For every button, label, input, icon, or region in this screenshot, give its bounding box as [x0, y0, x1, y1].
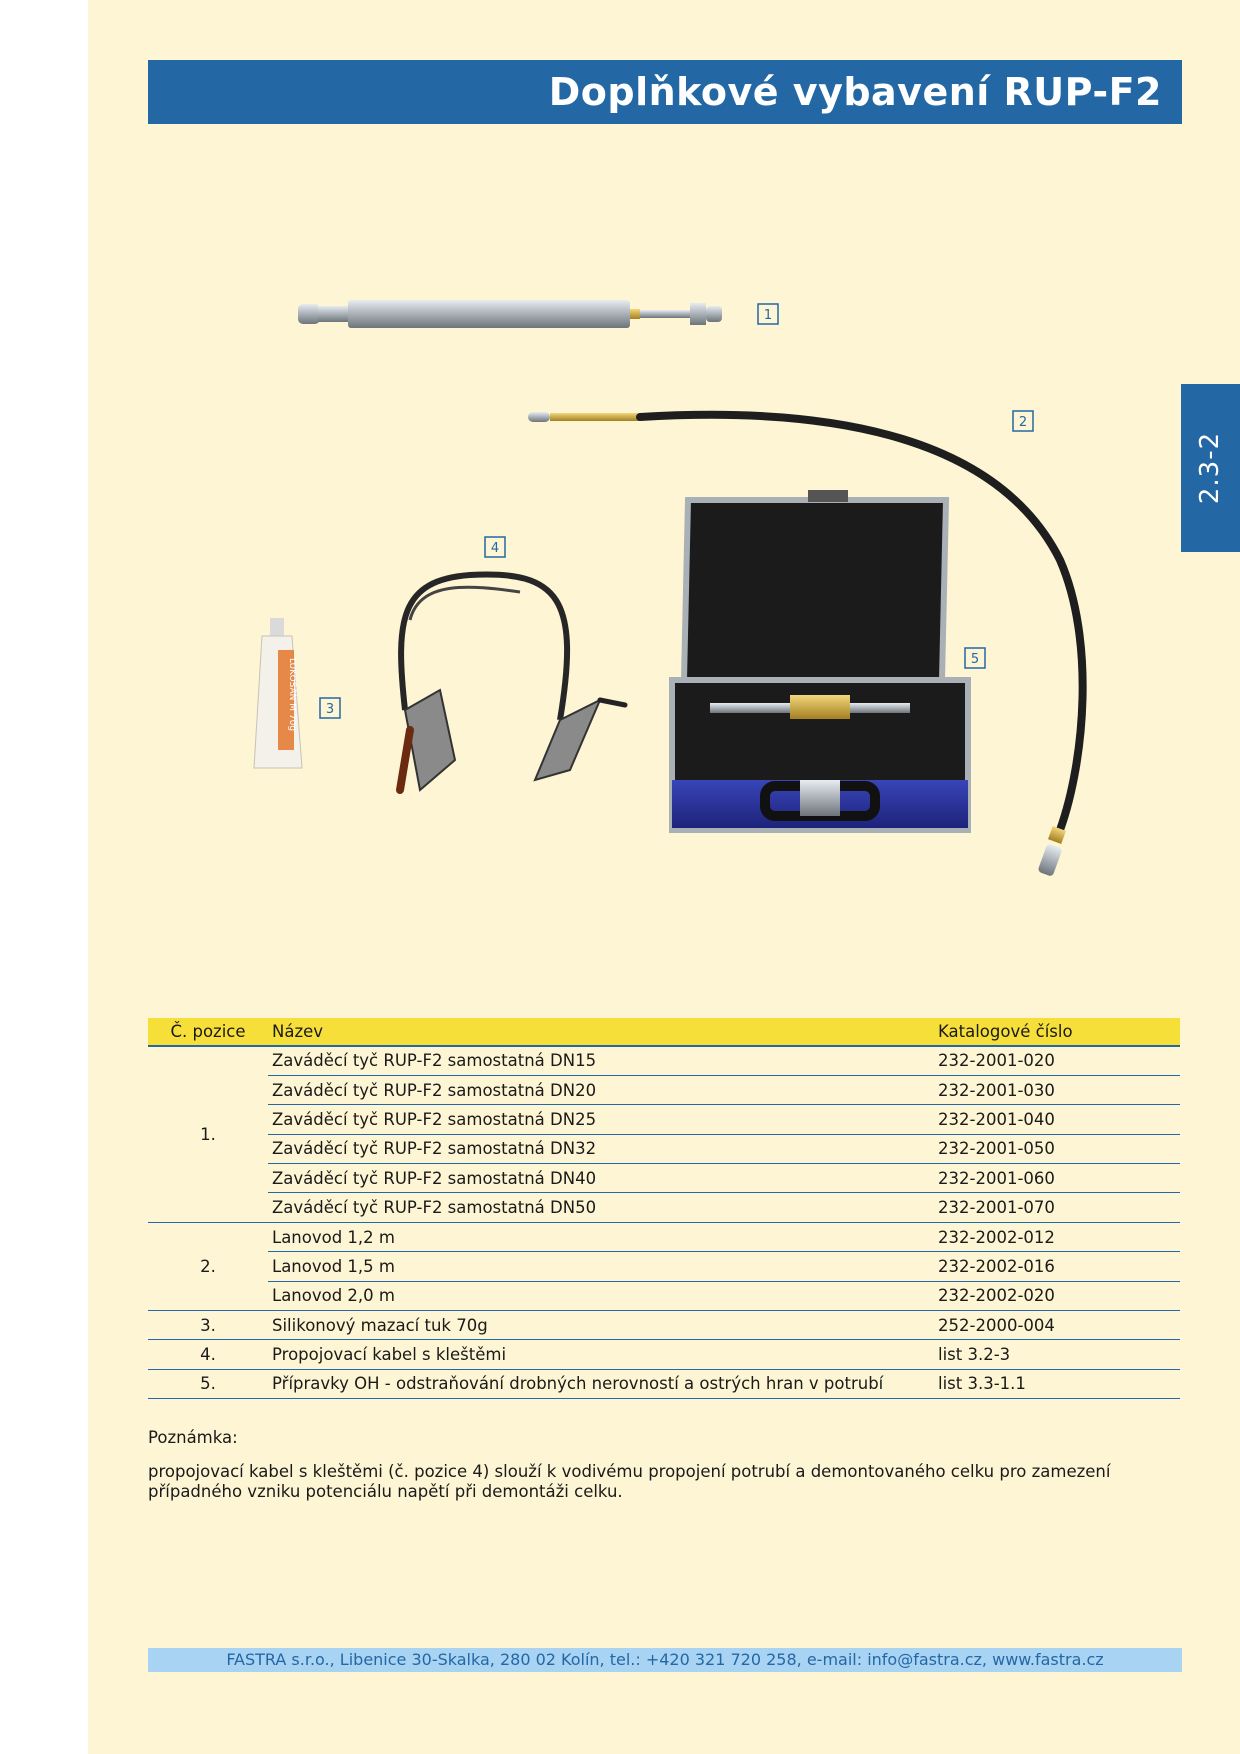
- table-row: [148, 1281, 1180, 1310]
- table-row: [148, 1340, 1180, 1369]
- table-row: [148, 1311, 1180, 1340]
- grease-tube-image: [254, 618, 302, 768]
- catalog-cell: 232-2001-040: [934, 1105, 1180, 1134]
- catalog-cell: 232-2002-016: [934, 1252, 1180, 1281]
- tool-case-image: [672, 490, 968, 830]
- position-cell: 2.: [148, 1222, 268, 1310]
- parts-table-wrapper: [148, 1018, 1180, 1399]
- name-cell: Zaváděcí tyč RUP-F2 samostatná DN32: [268, 1134, 934, 1163]
- name-cell: Lanovod 1,2 m: [268, 1222, 934, 1251]
- svg-text:4: 4: [490, 541, 500, 556]
- name-cell: Lanovod 2,0 m: [268, 1281, 934, 1310]
- grease-tube-label: LUKOSAN M 70g: [287, 658, 297, 732]
- catalog-cell: 232-2001-050: [934, 1134, 1180, 1163]
- clamp-cable-image: [400, 574, 625, 790]
- table-row: [148, 1369, 1180, 1398]
- table-row: [148, 1075, 1180, 1104]
- svg-text:1: 1: [763, 308, 773, 323]
- catalog-cell: 232-2001-060: [934, 1164, 1180, 1193]
- catalog-cell: list 3.3-1.1: [934, 1369, 1180, 1398]
- parts-table: [148, 1018, 1180, 1399]
- catalog-cell: 232-2001-020: [934, 1046, 1180, 1075]
- note-label: Poznámka:: [148, 1428, 238, 1447]
- name-cell: Propojovací kabel s kleštěmi: [268, 1340, 934, 1369]
- header-catalog: Katalogové číslo: [934, 1018, 1180, 1046]
- table-row: [148, 1193, 1180, 1222]
- name-cell: Zaváděcí tyč RUP-F2 samostatná DN50: [268, 1193, 934, 1222]
- svg-text:2: 2: [1018, 415, 1028, 430]
- header-name: Název: [268, 1018, 934, 1046]
- callout-5: [965, 648, 985, 668]
- position-cell: 3.: [148, 1311, 268, 1340]
- table-header-row: [148, 1018, 1180, 1046]
- callout-3: [320, 698, 340, 718]
- table-row: [148, 1046, 1180, 1075]
- catalog-cell: 232-2001-030: [934, 1075, 1180, 1104]
- footer-bar: [148, 1648, 1182, 1672]
- catalog-cell: list 3.2-3: [934, 1340, 1180, 1369]
- footer-text: FASTRA s.r.o., Libenice 30-Skalka, 280 02 Kolín, tel.: +420 321 720 258, e-mail: info@fastra.cz, www.fastra.cz: [226, 1650, 1104, 1669]
- table-row: [148, 1222, 1180, 1251]
- name-cell: Lanovod 1,5 m: [268, 1252, 934, 1281]
- name-cell: Silikonový mazací tuk 70g: [268, 1311, 934, 1340]
- table-row: [148, 1164, 1180, 1193]
- page-title: Doplňkové vybavení RUP-F2: [548, 70, 1162, 114]
- table-row: [148, 1105, 1180, 1134]
- name-cell: Zaváděcí tyč RUP-F2 samostatná DN40: [268, 1164, 934, 1193]
- callout-1: [758, 304, 778, 324]
- catalog-cell: 232-2002-020: [934, 1281, 1180, 1310]
- position-cell: 4.: [148, 1340, 268, 1369]
- callout-2: [1013, 411, 1033, 431]
- position-cell: 1.: [148, 1046, 268, 1222]
- svg-text:5: 5: [970, 652, 980, 667]
- name-cell: Přípravky OH - odstraňování drobných nerovností a ostrých hran v potrubí: [268, 1369, 934, 1398]
- table-body: [148, 1046, 1180, 1399]
- note-section: [148, 1428, 1188, 1502]
- svg-text:3: 3: [325, 702, 335, 717]
- insertion-rod-image: [298, 300, 722, 328]
- position-cell: 5.: [148, 1369, 268, 1398]
- catalog-cell: 232-2002-012: [934, 1222, 1180, 1251]
- catalog-cell: 232-2001-070: [934, 1193, 1180, 1222]
- header-position: Č. pozice: [148, 1018, 268, 1046]
- name-cell: Zaváděcí tyč RUP-F2 samostatná DN25: [268, 1105, 934, 1134]
- catalog-cell: 252-2000-004: [934, 1311, 1180, 1340]
- note-text: propojovací kabel s kleštěmi (č. pozice 4) slouží k vodivému propojení potrubí a demontovaného celku pro zamezení případného vzniku potenciálu napětí při demontáži celku.: [148, 1462, 1111, 1501]
- table-row: [148, 1134, 1180, 1163]
- callout-4: [485, 537, 505, 557]
- name-cell: Zaváděcí tyč RUP-F2 samostatná DN20: [268, 1075, 934, 1104]
- section-tab-label: 2.3-2: [1195, 431, 1226, 505]
- table-row: [148, 1252, 1180, 1281]
- name-cell: Zaváděcí tyč RUP-F2 samostatná DN15: [268, 1046, 934, 1075]
